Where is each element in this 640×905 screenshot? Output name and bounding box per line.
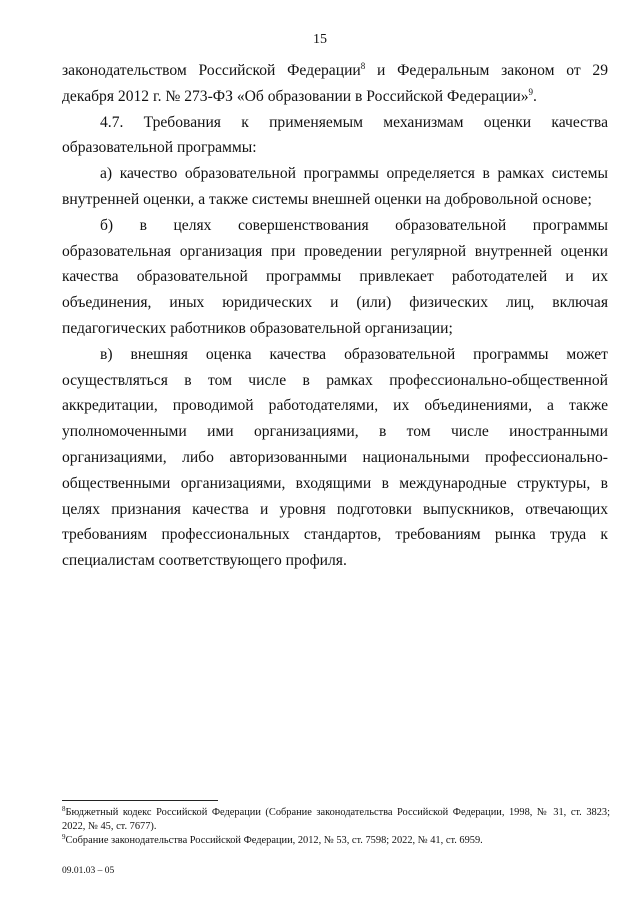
- page-number: 15: [313, 32, 327, 47]
- paragraph-section-4-7: 4.7. Требования к применяемым механизмам оценки качества образовательной программы:: [62, 113, 608, 157]
- footnote-mark: 8: [62, 805, 66, 813]
- paragraph-text: .: [533, 87, 537, 105]
- paragraph-text: законодательством Российской Федерации: [62, 62, 361, 79]
- footnote-separator: [62, 800, 218, 801]
- paragraph-item-a: а) качество образовательной программы определяется в рамках системы внутренней оценки, а также системы внешней оценки на добровольной основе;: [62, 165, 608, 208]
- footnote-ref-8: 8: [360, 61, 366, 71]
- footnotes: [62, 806, 610, 848]
- footnote-mark: 9: [62, 833, 66, 841]
- paragraph-continuation: [62, 58, 608, 110]
- paragraph-text: и Федеральным законом от 29 декабря 2012 г. № 273-ФЗ «Об образовании в Российской Федерации»: [62, 62, 608, 105]
- footnote-ref-9: 9: [528, 86, 533, 97]
- document-code: 09.01.03 – 05: [62, 866, 115, 876]
- paragraph-item-c: в) внешняя оценка качества образовательной программы может осуществляться в том числе в рамках профессионально-общественной аккредитации, проводимой работодателями, их объединениями, а также уполномоченными ими организациями, в том числе иностранными организациями, либо авторизованными национальными профессионально-общественными организациями, входящими в международные структуры, в целях признания качества и уровня подготовки выпускников, отвечающих требованиям профессиональных стандартов, требованиям рынка труда к специалистам соответствующего профиля.: [62, 345, 608, 570]
- footnote-8: [62, 806, 610, 834]
- footnote-9: [62, 834, 610, 848]
- footnote-text: Бюджетный кодекс Российской Федерации (Собрание законодательства Российской Федерации, 1998, № 31, ст. 3823; 2022, № 45, ст. 7677).: [62, 807, 610, 832]
- paragraph-item-b: б) в целях совершенствования образовательной программы образовательная организация при проведении регулярной внутренней оценки качества образовательной программы привлекает работодателей и их объединения, иных юридических и (или) физических лиц, включая педагогических работников образовательной организации;: [62, 216, 608, 337]
- document-body: [62, 58, 608, 574]
- footnote-text: Собрание законодательства Российской Федерации, 2012, № 53, ст. 7598; 2022, № 41, ст. 6959.: [65, 835, 483, 846]
